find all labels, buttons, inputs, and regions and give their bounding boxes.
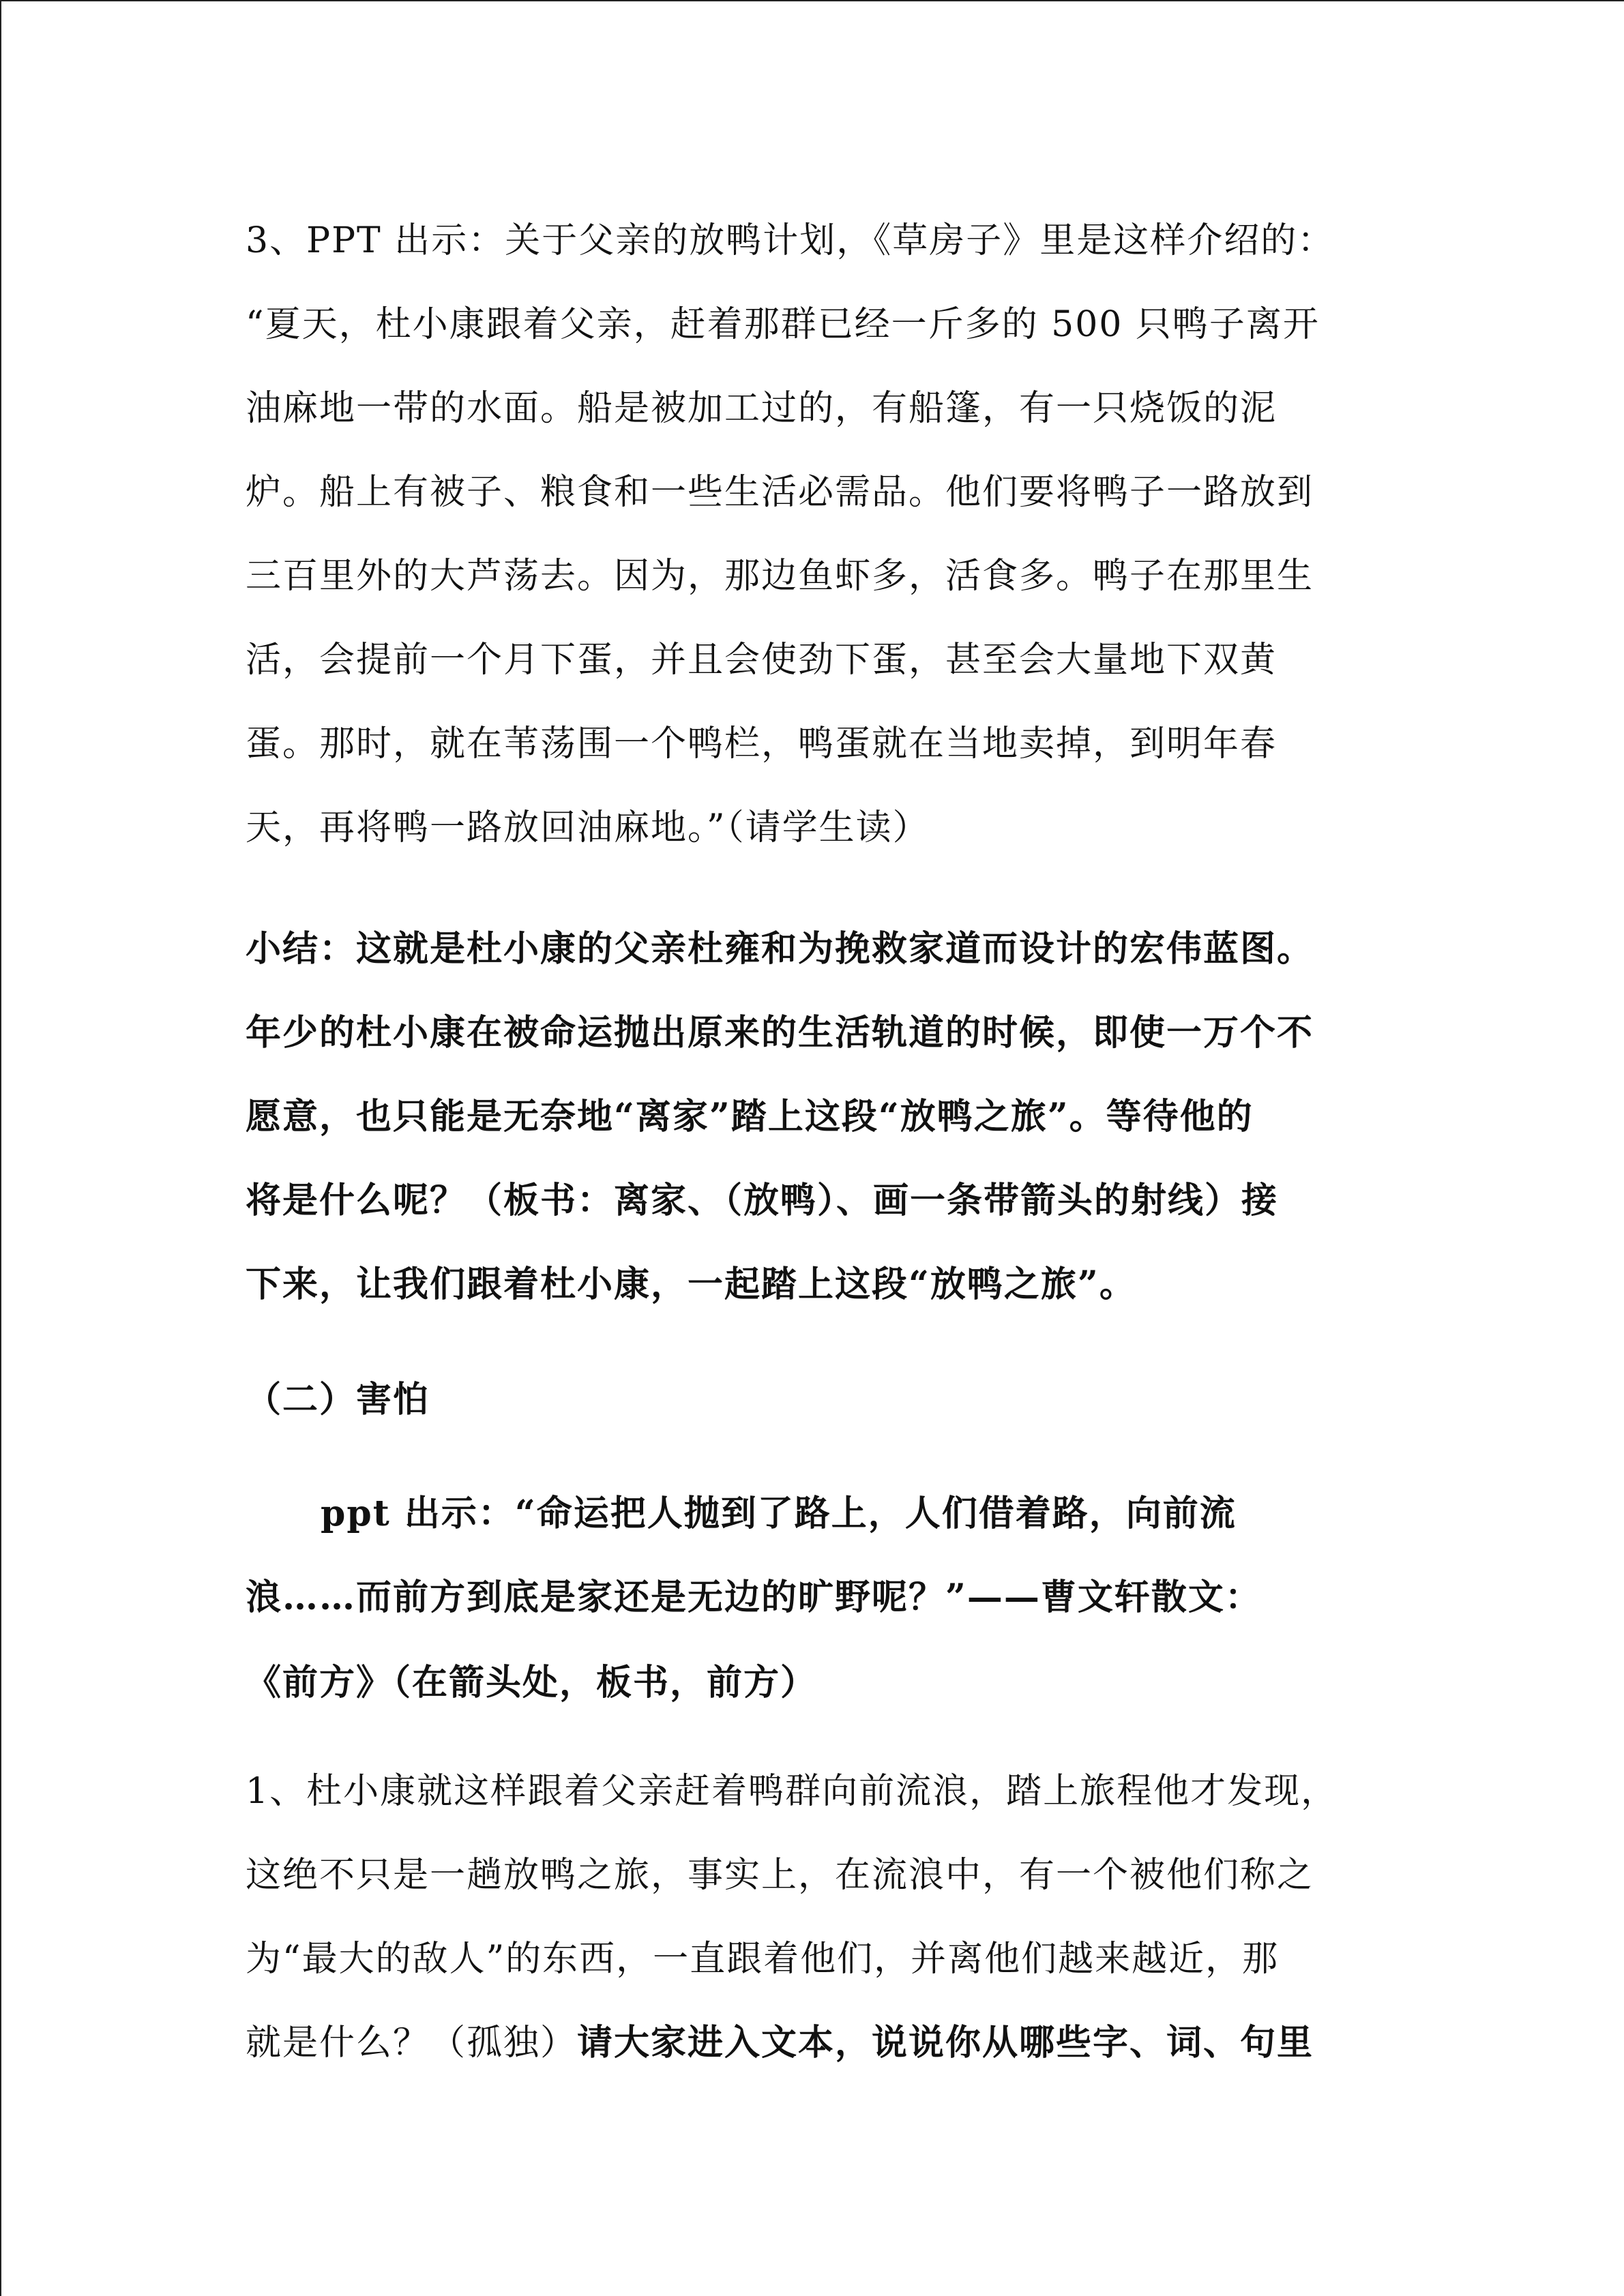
text-line: 蛋。那时，就在苇荡围一个鸭栏，鸭蛋就在当地卖掉，到明年春 [246, 724, 1278, 764]
text-line: 1、杜小康就这样跟着父亲赶着鸭群向前流浪，踏上旅程他才发现， [246, 1771, 1338, 1812]
text-line: “夏天，杜小康跟着父亲，赶着那群已经一斤多的 500 只鸭子离开 [246, 304, 1320, 345]
text-line: 愿意，也只能是无奈地“离家”踏上这段“放鸭之旅”。等待他的 [246, 1096, 1254, 1137]
text-line: 炉。船上有被子、粮食和一些生活必需品。他们要将鸭子一路放到 [246, 472, 1314, 513]
text-line: 年少的杜小康在被命运抛出原来的生活轨道的时候，即使一万个不 [246, 1012, 1314, 1054]
text-line: 三百里外的大芦荡去。因为，那边鱼虾多，活食多。鸭子在那里生 [246, 556, 1314, 597]
text-line: 小结：这就是杜小康的父亲杜雍和为挽救家道而设计的宏伟蓝图。 [246, 928, 1314, 970]
text-line: 浪……而前方到底是家还是无边的旷野呢？”——曹文轩散文： [246, 1577, 1262, 1618]
text-line: 将是什么呢？（板书：离家、（放鸭）、画一条带箭头的射线）接 [246, 1180, 1279, 1221]
text-line: 天，再将鸭一路放回油麻地。”（请学生读） [246, 807, 930, 848]
text-line: 《前方》（在箭头处，板书，前方） [246, 1662, 818, 1703]
text-line: ppt 出示：“命运把人抛到了路上，人们借着路，向前流 [321, 1493, 1237, 1534]
text-line [246, 2019, 1314, 2067]
text-line: 3、PPT 出示：关于父亲的放鸭计划，《草房子》里是这样介绍的： [246, 220, 1335, 261]
section-heading: （二）害怕 [246, 1379, 430, 1420]
text-line: 下来，让我们跟着杜小康，一起踏上这段“放鸭之旅”。 [246, 1264, 1136, 1305]
text-line: 活，会提前一个月下蛋，并且会使劲下蛋，甚至会大量地下双黄 [246, 640, 1278, 681]
text-line: 油麻地一带的水面。船是被加工过的，有船篷，有一只烧饭的泥 [246, 388, 1278, 429]
text-line: 这绝不只是一趟放鸭之旅，事实上，在流浪中，有一个被他们称之 [246, 1855, 1314, 1896]
text-run: 就是什么？（孤独） [246, 2023, 578, 2063]
text-line: 为“最大的敌人”的东西，一直跟着他们，并离他们越来越近，那 [246, 1939, 1280, 1980]
text-run-bold: 请大家进入文本，说说你从哪些字、词、句里 [577, 2022, 1314, 2063]
